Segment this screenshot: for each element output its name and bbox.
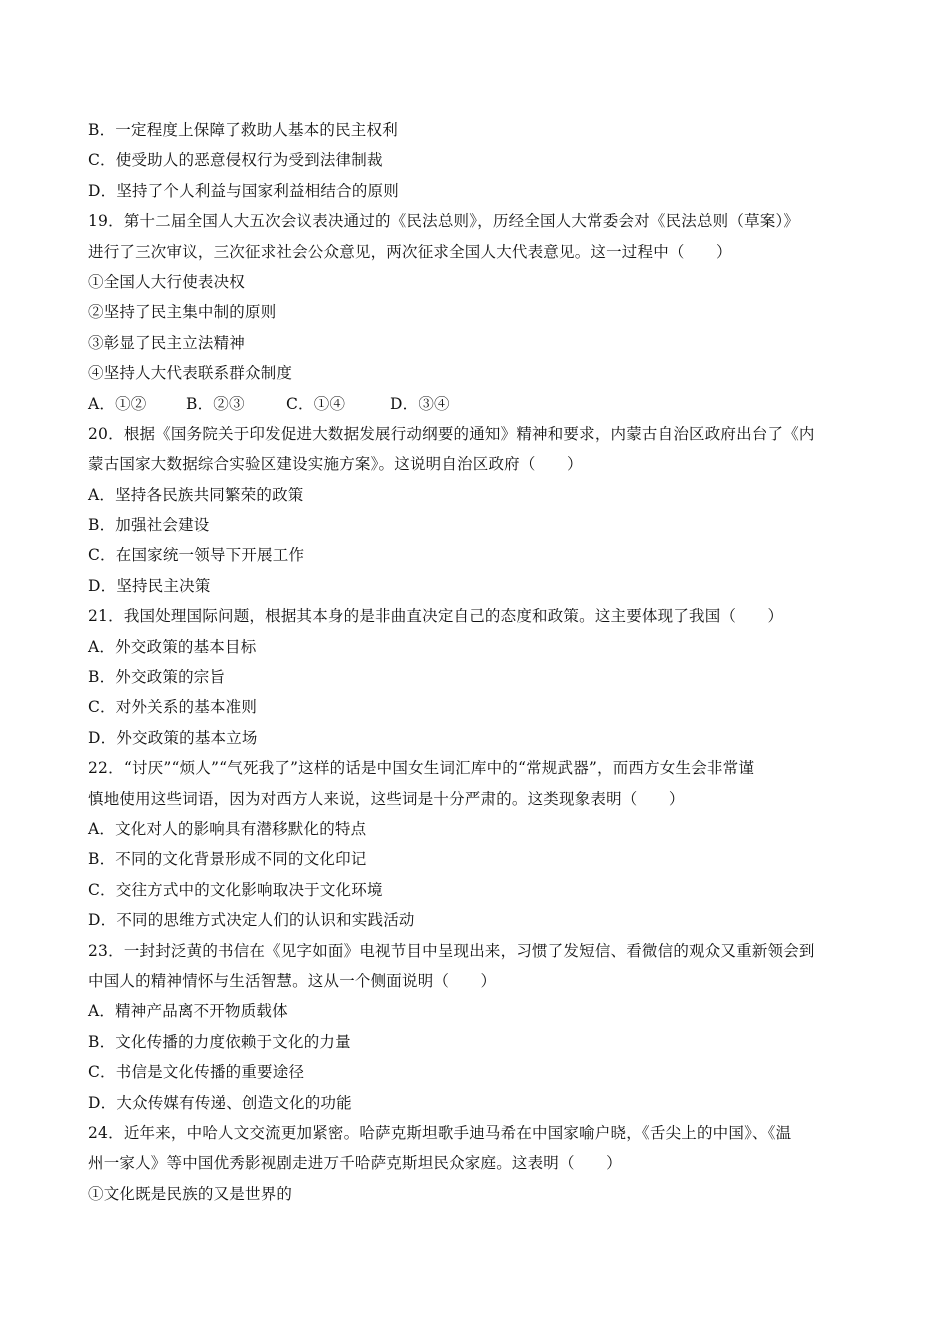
q23-stem-line1: 23．一封封泛黄的书信在《见字如面》电视节目中呈现出来，习惯了发短信、看微信的观众又重新领会到 — [88, 941, 815, 960]
q24-stem-line1: 24．近年来，中哈人文交流更加紧密。哈萨克斯坦歌手迪马希在中国家喻户晓，《舌尖上的中国》、《温 — [88, 1123, 792, 1142]
q19-item-1: ①全国人大行使表决权 — [88, 272, 246, 291]
exam-page — [88, 115, 868, 1209]
q21-option-a: A．外交政策的基本目标 — [88, 637, 257, 656]
q19-option-a: A．①② — [88, 394, 147, 413]
q23-option-d: D．大众传媒有传递、创造文化的功能 — [88, 1093, 352, 1112]
q19-options — [88, 389, 868, 419]
q22-option-d: D．不同的思维方式决定人们的认识和实践活动 — [88, 911, 415, 930]
q20-option-a: A．坚持各民族共同繁荣的政策 — [88, 485, 304, 504]
q20-option-b: B．加强社会建设 — [88, 516, 210, 535]
q20-stem-line1: 20．根据《国务院关于印发促进大数据发展行动纲要的通知》精神和要求，内蒙古自治区政府出台了《内 — [88, 424, 815, 443]
q20-option-d: D．坚持民主决策 — [88, 576, 211, 595]
q19-stem-line1: 19．第十二届全国人大五次会议表决通过的《民法总则》，历经全国人大常委会对《民法总则（草案）》 — [88, 212, 800, 231]
q21-option-b: B．外交政策的宗旨 — [88, 668, 226, 687]
q18-option-c: C．使受助人的恶意侵权行为受到法律制裁 — [88, 151, 383, 170]
q20-stem-line2: 蒙古国家大数据综合实验区建设实施方案》。这说明自治区政府（ ） — [88, 455, 583, 474]
q22-stem-line1: 22．“讨厌”“烦人”“气死我了”这样的话是中国女生词汇库中的“常规武器”，而西方女生会非常谨 — [88, 759, 755, 778]
q19-option-d: D．③④ — [390, 394, 450, 413]
q19-option-b: B．②③ — [186, 394, 245, 413]
q20-option-c: C．在国家统一领导下开展工作 — [88, 546, 305, 565]
q23-option-a: A．精神产品离不开物质载体 — [88, 1002, 288, 1021]
q22-option-c: C．交往方式中的文化影响取决于文化环境 — [88, 880, 383, 899]
q21-option-c: C．对外关系的基本准则 — [88, 698, 258, 717]
q24-item-1: ①文化既是民族的又是世界的 — [88, 1184, 293, 1203]
q18-option-d: D．坚持了个人利益与国家利益相结合的原则 — [88, 181, 399, 200]
q23-stem-line2: 中国人的精神情怀与生活智慧。这从一个侧面说明（ ） — [88, 971, 497, 990]
q19-item-3: ③彰显了民主立法精神 — [88, 333, 246, 352]
q24-stem-line2: 州一家人》等中国优秀影视剧走进万千哈萨克斯坦民众家庭。这表明（ ） — [88, 1154, 622, 1173]
q19-stem-line2: 进行了三次审议，三次征求社会公众意见，两次征求全国人大代表意见。这一过程中（ ） — [88, 242, 732, 261]
q22-option-a: A．文化对人的影响具有潜移默化的特点 — [88, 819, 367, 838]
q19-item-4: ④坚持人大代表联系群众制度 — [88, 364, 293, 383]
q22-option-b: B．不同的文化背景形成不同的文化印记 — [88, 850, 367, 869]
q19-option-c: C．①④ — [286, 394, 346, 413]
q19-item-2: ②坚持了民主集中制的原则 — [88, 303, 277, 322]
q23-option-c: C．书信是文化传播的重要途径 — [88, 1063, 305, 1082]
q18-option-b: B．一定程度上保障了救助人基本的民主权利 — [88, 121, 398, 139]
q21-option-d: D．外交政策的基本立场 — [88, 728, 258, 747]
q23-option-b: B．文化传播的力度依赖于文化的力量 — [88, 1032, 351, 1051]
q22-stem-line2: 慎地使用这些词语，因为对西方人来说，这些词是十分严肃的。这类现象表明（ ） — [88, 789, 685, 808]
q21-stem-line1: 21．我国处理国际问题，根据其本身的是非曲直决定自己的态度和政策。这主要体现了我国（ ） — [88, 607, 784, 626]
